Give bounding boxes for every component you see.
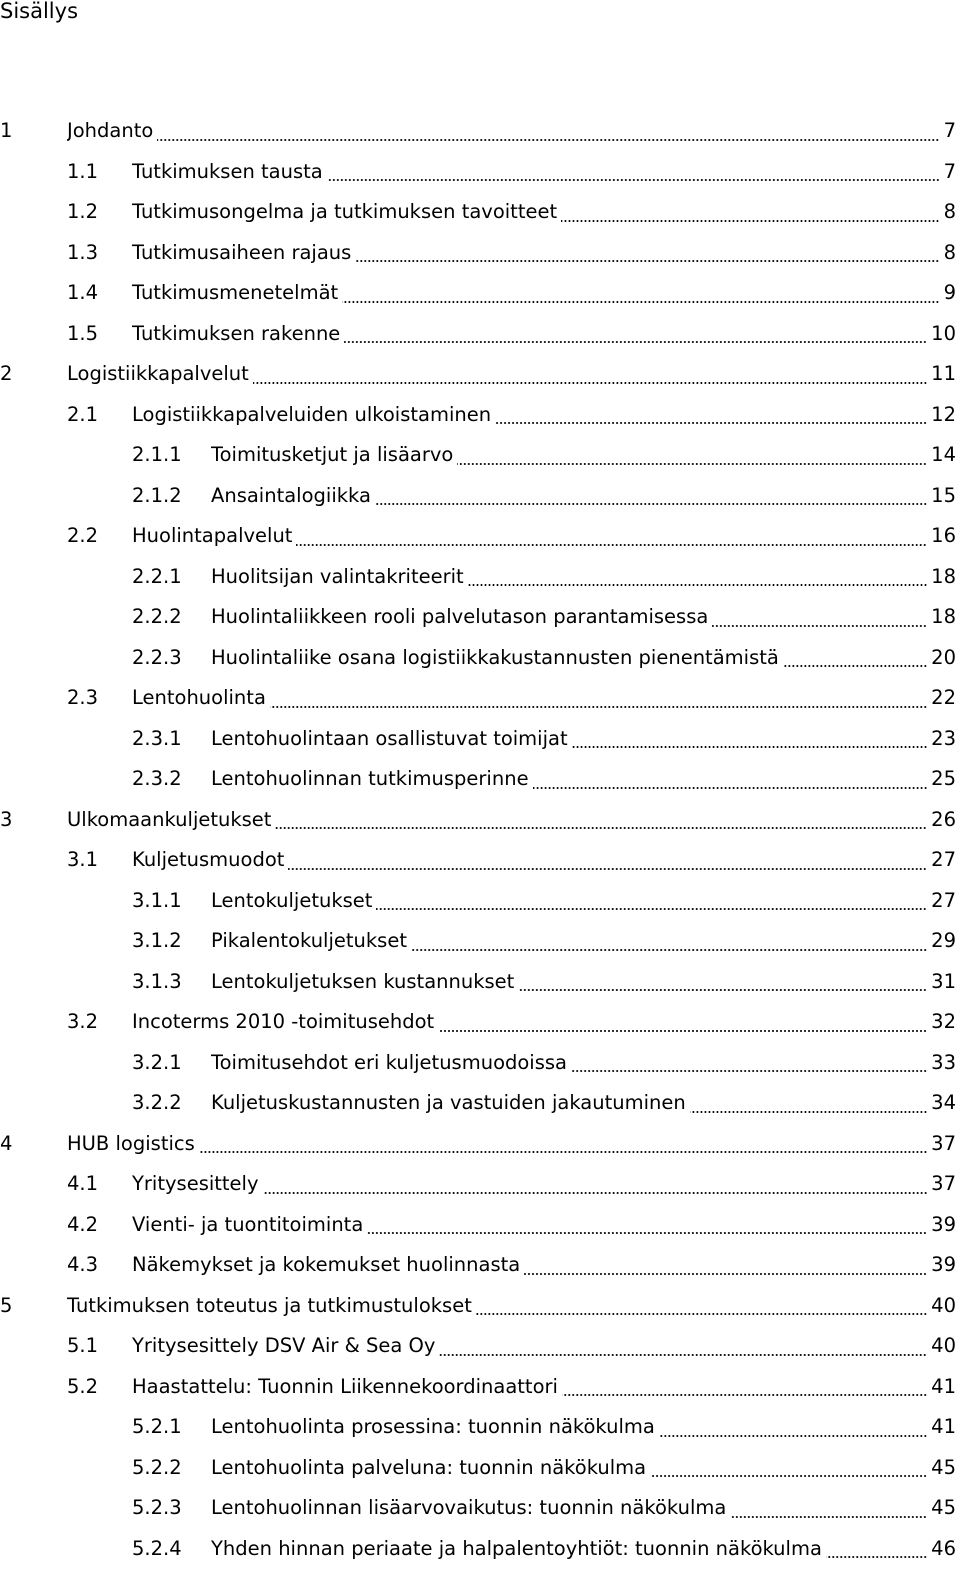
dot-leader (411, 949, 927, 951)
toc-entry-line (211, 557, 960, 598)
toc-entry-page: 25 (931, 759, 960, 800)
toc-entry-number: 1.3 (67, 233, 98, 274)
toc-entry[interactable] (0, 1205, 960, 1246)
toc-entry[interactable] (0, 435, 960, 476)
toc-entry-number: 1 (0, 111, 12, 152)
toc-entry-number: 5 (0, 1286, 12, 1327)
toc-entry-title: Kuljetuskustannusten ja vastuiden jakautuminen (211, 1083, 686, 1124)
toc-entry-number: 3.2 (67, 1002, 98, 1043)
toc-entry-page: 40 (931, 1326, 960, 1367)
toc-entry-line (211, 1083, 960, 1124)
toc-entry[interactable] (0, 516, 960, 557)
dot-leader (288, 868, 927, 870)
toc-entry-page: 11 (931, 354, 960, 395)
toc-entry[interactable] (0, 476, 960, 517)
toc-entry-line (67, 354, 960, 395)
toc-entry-title: Lentohuolinnan lisäarvovaikutus: tuonnin näkökulma (211, 1488, 726, 1529)
toc-entry-title: Tutkimusaiheen rajaus (132, 233, 351, 274)
toc-entry-number: 3.2.2 (132, 1083, 182, 1124)
toc-entry[interactable] (0, 273, 960, 314)
dot-leader (263, 1192, 928, 1194)
toc-entry-line (132, 516, 960, 557)
toc-entry-title: Lentohuolinta prosessina: tuonnin näkökulma (211, 1407, 655, 1448)
toc-entry[interactable] (0, 1488, 960, 1529)
toc-entry-line (211, 719, 960, 760)
dot-leader (495, 422, 927, 424)
toc-entry-title: Haastattelu: Tuonnin Liikennekoordinaattori (132, 1367, 558, 1408)
toc-entry-page: 12 (931, 395, 960, 436)
toc-entry-number: 2.2 (67, 516, 98, 557)
toc-entry-page: 18 (931, 557, 960, 598)
toc-entry-page: 16 (931, 516, 960, 557)
toc-entry-page: 7 (944, 111, 960, 152)
dot-leader (783, 665, 927, 667)
toc-entry-title: Tutkimuksen toteutus ja tutkimustulokset (67, 1286, 472, 1327)
toc-entry-number: 2.1.2 (132, 476, 182, 517)
toc-entry-number: 2 (0, 354, 12, 395)
toc-entry-line (211, 962, 960, 1003)
toc-entry-number: 4.2 (67, 1205, 98, 1246)
dot-leader (355, 260, 939, 262)
toc-entry-line (132, 1326, 960, 1367)
toc-entry-number: 1.5 (67, 314, 98, 355)
toc-entry-title: Toimitusehdot eri kuljetusmuodoissa (211, 1043, 567, 1084)
toc-entry[interactable] (0, 1326, 960, 1367)
dot-leader (438, 1030, 927, 1032)
dot-leader (826, 1556, 927, 1558)
toc-entry-title: Lentohuolinnan tutkimusperinne (211, 759, 529, 800)
dot-leader (518, 989, 927, 991)
toc-entry-line (132, 1002, 960, 1043)
dot-leader (561, 220, 939, 222)
toc-entry-number: 5.2.2 (132, 1448, 182, 1489)
toc-entry-line (132, 314, 960, 355)
dot-leader (650, 1475, 927, 1477)
toc-entry-title: Tutkimuksen rakenne (132, 314, 340, 355)
toc-entry-number: 3.2.1 (132, 1043, 182, 1084)
toc-entry[interactable] (0, 152, 960, 193)
toc-entry-line (132, 273, 960, 314)
toc-entry[interactable] (0, 111, 960, 152)
toc-entry-number: 2.3 (67, 678, 98, 719)
dot-leader (344, 341, 927, 343)
dot-leader (296, 544, 927, 546)
toc-entry-line (211, 1488, 960, 1529)
toc-entry-number: 4.1 (67, 1164, 98, 1205)
toc-entry-line (132, 233, 960, 274)
toc-entry-title: Johdanto (67, 111, 153, 152)
toc-entry-title: Pikalentokuljetukset (211, 921, 407, 962)
toc-entry-line (211, 638, 960, 679)
toc-entry-title: Lentohuolinta palveluna: tuonnin näkökulma (211, 1448, 646, 1489)
toc-entry-number: 2.1.1 (132, 435, 182, 476)
toc-entry[interactable] (0, 921, 960, 962)
toc-heading: Sisällys (0, 0, 78, 24)
dot-leader (439, 1354, 927, 1356)
toc-entry-line (67, 111, 960, 152)
toc-entry-line (132, 1245, 960, 1286)
toc-entry[interactable] (0, 233, 960, 274)
toc-entry[interactable] (0, 962, 960, 1003)
toc-entry-page: 7 (944, 152, 960, 193)
toc-entry-title: Lentokuljetuksen kustannukset (211, 962, 514, 1003)
toc-entry-page: 45 (931, 1488, 960, 1529)
toc-entry[interactable] (0, 719, 960, 760)
toc-entry-line (211, 1407, 960, 1448)
toc-entry-page: 22 (931, 678, 960, 719)
toc-entry-line (211, 1448, 960, 1489)
toc-entry-number: 2.2.1 (132, 557, 182, 598)
toc-entry-title: Incoterms 2010 -toimitusehdot (132, 1002, 434, 1043)
toc-entry-title: Ansaintalogiikka (211, 476, 371, 517)
toc-entry-page: 20 (931, 638, 960, 679)
toc-entry-title: HUB logistics (67, 1124, 195, 1165)
toc-entry-number: 5.2 (67, 1367, 98, 1408)
toc-entry-number: 2.2.3 (132, 638, 182, 679)
toc-entry-page: 29 (931, 921, 960, 962)
dot-leader (376, 908, 927, 910)
toc-entry-number: 1.4 (67, 273, 98, 314)
dot-leader (275, 827, 927, 829)
toc-entry[interactable] (0, 800, 960, 841)
toc-entry-line (132, 192, 960, 233)
toc-entry-title: Ulkomaankuljetukset (67, 800, 271, 841)
toc-entry[interactable] (0, 1245, 960, 1286)
toc-entry-number: 4 (0, 1124, 12, 1165)
toc-entry-page: 39 (931, 1245, 960, 1286)
toc-entry-title: Lentokuljetukset (211, 881, 372, 922)
toc-entry-line (211, 881, 960, 922)
toc-entry-number: 3.1.3 (132, 962, 182, 1003)
dot-leader (253, 382, 927, 384)
toc-entry-title: Huolintaliike osana logistiikkakustannusten pienentämistä (211, 638, 779, 679)
toc-entry-title: Tutkimusmenetelmät (132, 273, 338, 314)
toc-entry-page: 46 (931, 1529, 960, 1569)
dot-leader (562, 1394, 927, 1396)
toc-entry-page: 32 (931, 1002, 960, 1043)
toc-entry-title: Yritysesittely DSV Air & Sea Oy (132, 1326, 435, 1367)
toc-entry[interactable] (0, 395, 960, 436)
toc-entry[interactable] (0, 1286, 960, 1327)
toc-entry-title: Vienti- ja tuontitoiminta (132, 1205, 363, 1246)
toc-entry-page: 45 (931, 1448, 960, 1489)
dot-leader (270, 706, 927, 708)
toc-entry-line (132, 678, 960, 719)
toc-entry-page: 9 (944, 273, 960, 314)
toc-entry-title: Logistiikkapalveluiden ulkoistaminen (132, 395, 491, 436)
toc-entry[interactable] (0, 1407, 960, 1448)
toc-entry[interactable] (0, 1164, 960, 1205)
toc-entry-page: 31 (931, 962, 960, 1003)
toc-entry-page: 15 (931, 476, 960, 517)
toc-entry-number: 3 (0, 800, 12, 841)
toc-entry-number: 1.1 (67, 152, 98, 193)
toc-entry-page: 39 (931, 1205, 960, 1246)
dot-leader (468, 584, 928, 586)
toc-entry-title: Yritysesittely (132, 1164, 259, 1205)
toc-entry[interactable] (0, 192, 960, 233)
toc-entry-title: Lentohuolinta (132, 678, 266, 719)
toc-entry-title: Huolintaliikkeen rooli palvelutason parantamisessa (211, 597, 708, 638)
toc-entry-number: 5.1 (67, 1326, 98, 1367)
toc-entry[interactable] (0, 1367, 960, 1408)
dot-leader (199, 1151, 927, 1153)
toc-entry-title: Kuljetusmuodot (132, 840, 284, 881)
dot-leader (342, 301, 939, 303)
dot-leader (690, 1111, 927, 1113)
toc-entry-number: 5.2.1 (132, 1407, 182, 1448)
toc-entry-page: 40 (931, 1286, 960, 1327)
toc-entry-page: 8 (944, 192, 960, 233)
toc-entry-number: 3.1.1 (132, 881, 182, 922)
toc-entry[interactable] (0, 557, 960, 598)
dot-leader (476, 1313, 927, 1315)
toc-entry-line (211, 921, 960, 962)
toc-entry-line (211, 597, 960, 638)
dot-leader (730, 1516, 927, 1518)
toc-entry-line (132, 1205, 960, 1246)
toc-entry-line (67, 1286, 960, 1327)
dot-leader (572, 746, 928, 748)
toc-entry-line (211, 435, 960, 476)
toc-entry-line (132, 1367, 960, 1408)
dot-leader (712, 625, 927, 627)
toc-entry-page: 27 (931, 840, 960, 881)
toc-entry-line (132, 1164, 960, 1205)
dot-leader (533, 787, 928, 789)
toc-entry-page: 14 (931, 435, 960, 476)
dot-leader (327, 179, 940, 181)
dot-leader (571, 1070, 927, 1072)
toc-entry-number: 3.1.2 (132, 921, 182, 962)
toc-entry[interactable] (0, 1002, 960, 1043)
dot-leader (157, 139, 939, 141)
toc-entry-title: Huolitsijan valintakriteerit (211, 557, 464, 598)
toc-entry[interactable] (0, 314, 960, 355)
toc-entry-page: 41 (931, 1407, 960, 1448)
toc-entry-title: Logistiikkapalvelut (67, 354, 249, 395)
toc-entry-line (132, 395, 960, 436)
toc-entry-page: 10 (931, 314, 960, 355)
toc-entry-page: 37 (931, 1124, 960, 1165)
toc-entry-line (211, 476, 960, 517)
dot-leader (375, 503, 927, 505)
toc-entry-title: Tutkimuksen tausta (132, 152, 323, 193)
toc-entry-page: 18 (931, 597, 960, 638)
toc-entry[interactable] (0, 1448, 960, 1489)
toc-entry-line (67, 800, 960, 841)
toc-entry[interactable] (0, 597, 960, 638)
toc-entry-page: 27 (931, 881, 960, 922)
dot-leader (524, 1273, 927, 1275)
dot-leader (457, 463, 927, 465)
toc-entry-page: 41 (931, 1367, 960, 1408)
toc-entry-page: 26 (931, 800, 960, 841)
toc-entry[interactable] (0, 759, 960, 800)
toc-entry[interactable] (0, 1043, 960, 1084)
toc-entry-page: 34 (931, 1083, 960, 1124)
toc-entry[interactable] (0, 354, 960, 395)
toc-entry-number: 5.2.3 (132, 1488, 182, 1529)
toc-entry[interactable] (0, 840, 960, 881)
toc-entry-number: 3.1 (67, 840, 98, 881)
toc-entry[interactable] (0, 881, 960, 922)
toc-entry-line (67, 1124, 960, 1165)
toc-entry-page: 8 (944, 233, 960, 274)
toc-entry-title: Näkemykset ja kokemukset huolinnasta (132, 1245, 520, 1286)
toc-entry-number: 1.2 (67, 192, 98, 233)
toc-entry-number: 5.2.4 (132, 1529, 182, 1569)
toc-entry-title: Tutkimusongelma ja tutkimuksen tavoitteet (132, 192, 557, 233)
toc-entry-number: 4.3 (67, 1245, 98, 1286)
toc-entry-line (211, 759, 960, 800)
toc-entry-number: 2.2.2 (132, 597, 182, 638)
dot-leader (367, 1232, 927, 1234)
table-of-contents (0, 111, 960, 1569)
toc-entry-number: 2.3.1 (132, 719, 182, 760)
toc-entry-line (211, 1043, 960, 1084)
toc-entry-line (132, 840, 960, 881)
dot-leader (659, 1435, 927, 1437)
toc-entry[interactable] (0, 638, 960, 679)
toc-entry[interactable] (0, 678, 960, 719)
toc-entry-number: 2.1 (67, 395, 98, 436)
toc-entry-line (132, 152, 960, 193)
toc-entry-title: Huolintapalvelut (132, 516, 292, 557)
toc-entry[interactable] (0, 1083, 960, 1124)
toc-entry[interactable] (0, 1124, 960, 1165)
toc-entry-page: 23 (931, 719, 960, 760)
toc-entry-title: Toimitusketjut ja lisäarvo (211, 435, 453, 476)
toc-entry-number: 2.3.2 (132, 759, 182, 800)
toc-entry-title: Yhden hinnan periaate ja halpalentoyhtiöt: tuonnin näkökulma (211, 1529, 822, 1569)
toc-entry-title: Lentohuolintaan osallistuvat toimijat (211, 719, 568, 760)
toc-entry-page: 33 (931, 1043, 960, 1084)
toc-entry-page: 37 (931, 1164, 960, 1205)
